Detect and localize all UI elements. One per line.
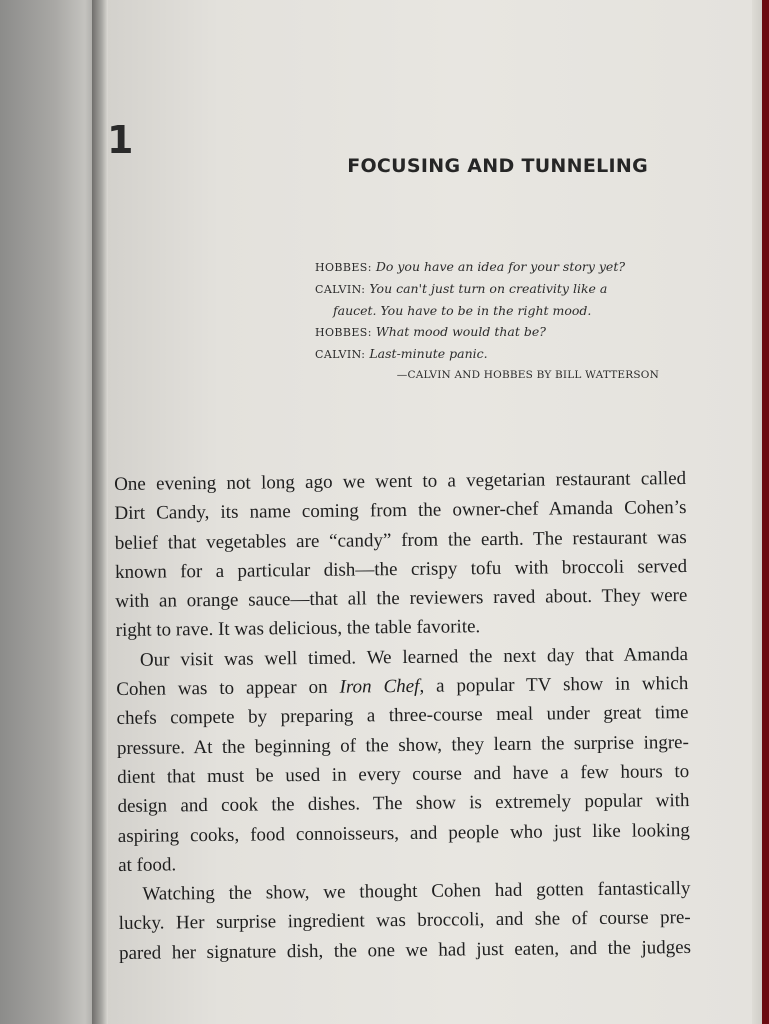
text-line: at food. (118, 854, 177, 876)
text-line: pressure. At the beginning of the show, they learn the surprise ingre- (116, 731, 689, 759)
epigraph-speaker: CALVIN: (315, 283, 366, 296)
text-run: , a popular TV show in which (419, 673, 689, 697)
epigraph-text: You can't just turn on creativity like a (369, 281, 608, 296)
paragraph-2 (116, 640, 690, 880)
paragraph-1 (114, 464, 688, 646)
text-line: known for a particular dish—the crispy tofu with broccoli served (114, 555, 688, 583)
text-line: dient that must be used in every course and have a few hours to (117, 760, 690, 788)
chapter-title: FOCUSING AND TUNNELING (347, 155, 648, 177)
book-gutter (92, 0, 108, 1024)
epigraph-speaker: CALVIN: (315, 348, 366, 361)
show-title: Iron Chef (339, 675, 420, 698)
epigraph-speaker: HOBBES: (315, 326, 372, 339)
text-line: design and cook the dishes. The show is extremely popular with (117, 790, 690, 818)
text-line: belief that vegetables are “candy” from the earth. The restaurant was (114, 526, 687, 554)
text-line: chefs compete by preparing a three-course meal under great time (116, 702, 689, 730)
epigraph-text: What mood would that be? (375, 324, 546, 339)
epigraph-text: faucet. You have to be in the right mood. (333, 303, 592, 318)
epigraph-line (315, 321, 665, 343)
epigraph-speaker: HOBBES: (315, 261, 372, 274)
epigraph-text: Do you have an idea for your story yet? (375, 259, 626, 274)
epigraph-line (315, 343, 665, 365)
text-line: right to rave. It was delicious, the table favorite. (115, 616, 481, 642)
text-line: Watching the show, we thought Cohen had gotten fantastically (142, 878, 691, 905)
epigraph (315, 256, 665, 386)
epigraph-line (315, 256, 665, 278)
text-line: Our visit was well timed. We learned the next day that Amanda (139, 643, 689, 671)
text-line: pared her signature dish, the one we had just eaten, and the judges (118, 936, 692, 964)
text-line: lucky. Her surprise ingredient was broccoli, and she of course pre- (118, 907, 691, 935)
text-line: aspiring cooks, food connoisseurs, and people who just like looking (117, 819, 690, 847)
epigraph-line (315, 278, 665, 300)
left-page (0, 0, 100, 1024)
text-line: One evening not long ago we went to a vegetarian restaurant called (114, 468, 687, 495)
text-line: with an orange sauce—that all the reviewers raved about. They were (115, 585, 688, 613)
epigraph-attribution: —CALVIN AND HOBBES BY BILL WATTERSON (396, 369, 659, 381)
text-run: Cohen was to appear on (116, 676, 340, 701)
page-edge (752, 0, 762, 1024)
body-text (114, 464, 691, 968)
paragraph-3 (118, 874, 691, 968)
chapter-number: 1 (107, 118, 134, 162)
epigraph-text: Last-minute panic. (369, 346, 488, 361)
epigraph-line (315, 300, 665, 321)
text-line: Dirt Candy, its name coming from the owner-chef Amanda Cohen’s (114, 497, 687, 525)
